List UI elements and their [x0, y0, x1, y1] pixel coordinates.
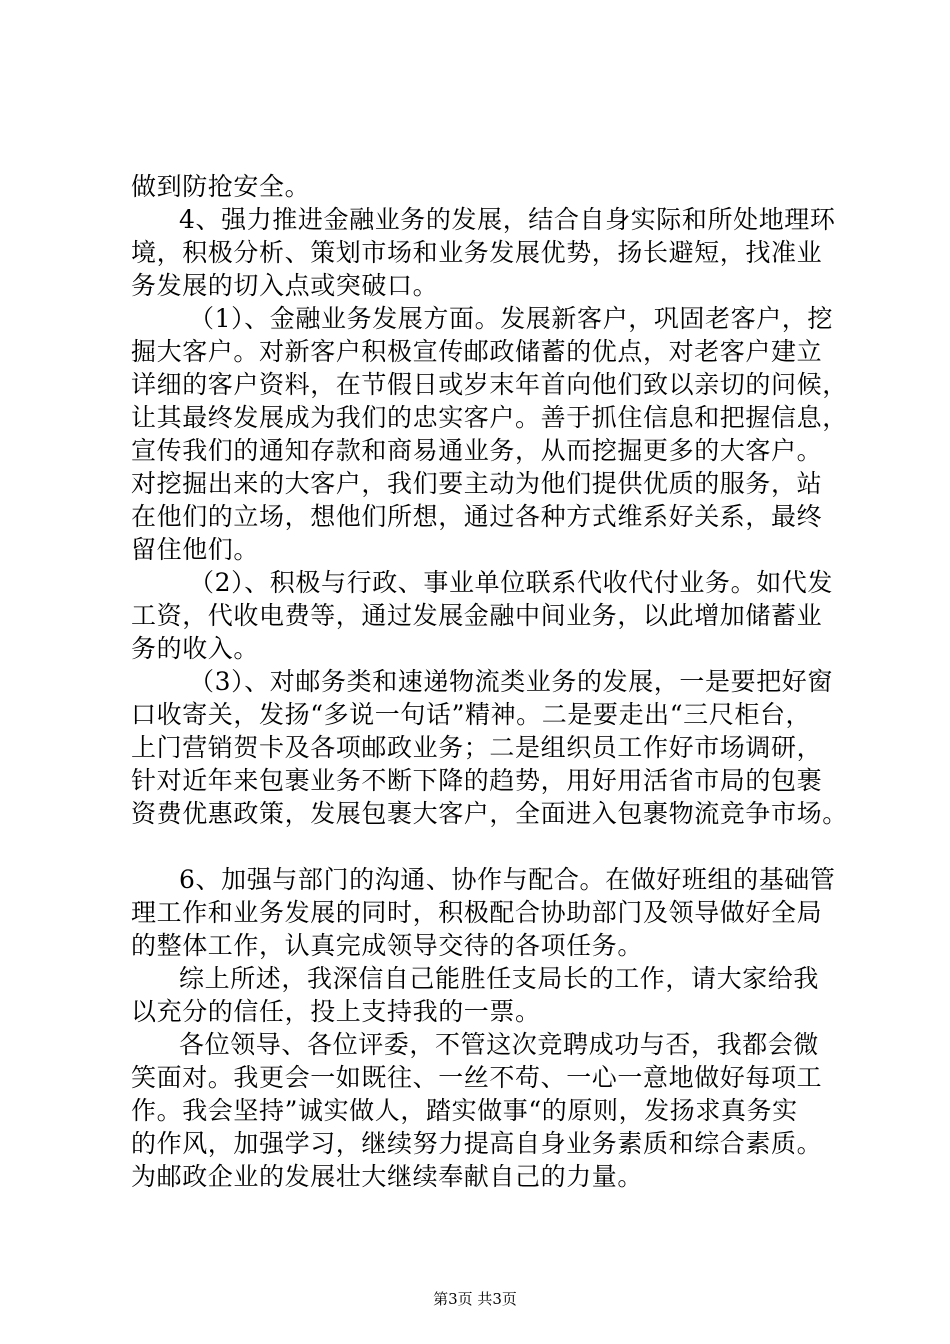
text-line: 务的收入。 [131, 634, 260, 663]
text-line: 以充分的信任，投上支持我的一票。 [131, 997, 541, 1026]
text-line: 为邮政企业的发展壮大继续奉献自己的力量。 [131, 1162, 644, 1191]
text-line: （2）、积极与行政、事业单位联系代收代付业务。如代发 [189, 568, 834, 597]
text-line: 上门营销贺卡及各项邮政业务；二是组织员工作好市场调研， [131, 733, 823, 762]
text-line: 掘大客户。对新客户积极宣传邮政储蓄的优点，对老客户建立 [131, 337, 823, 366]
text-line: 6、加强与部门的沟通、协作与配合。在做好班组的基础管 [179, 865, 836, 894]
text-line: 的作风，加强学习，继续努力提高自身业务素质和综合素质。 [131, 1129, 823, 1158]
text-line: 各位领导、各位评委，不管这次竞聘成功与否，我都会微 [179, 1030, 820, 1059]
text-line: 境，积极分析、策划市场和业务发展优势，扬长避短，找准业 [131, 238, 823, 267]
text-line: 让其最终发展成为我们的忠实客户。善于抓住信息和把握信息， [131, 403, 848, 432]
text-line: 在他们的立场，想他们所想，通过各种方式维系好关系，最终 [131, 502, 823, 531]
text-line: 详细的客户资料，在节假日或岁末年首向他们致以亲切的问候， [131, 370, 848, 399]
text-line: 作。我会坚持”诚实做人，踏实做事“的原则，发扬求真务实 [131, 1096, 798, 1125]
text-line: 宣传我们的通知存款和商易通业务，从而挖掘更多的大客户。 [131, 436, 823, 465]
text-line: 4、强力推进金融业务的发展，结合自身实际和所处地理环 [179, 205, 836, 234]
text-line: 笑面对。我更会一如既往、一丝不苟、一心一意地做好每项工 [131, 1063, 823, 1092]
text-line: 资费优惠政策，发展包裹大客户，全面进入包裹物流竞争市场。 [131, 799, 848, 828]
text-line: 理工作和业务发展的同时，积极配合协助部门及领导做好全局 [131, 898, 823, 927]
text-line: 工资，代收电费等，通过发展金融中间业务，以此增加储蓄业 [131, 601, 823, 630]
text-line: 对挖掘出来的大客户，我们要主动为他们提供优质的服务，站 [131, 469, 823, 498]
text-line: 的整体工作，认真完成领导交待的各项任务。 [131, 931, 644, 960]
text-line: 做到防抢安全。 [131, 172, 311, 201]
text-line: 务发展的切入点或突破口。 [131, 271, 439, 300]
text-line: 综上所述，我深信自己能胜任支局长的工作，请大家给我 [179, 964, 820, 993]
text-line: （1）、金融业务发展方面。发展新客户，巩固老客户，挖 [189, 304, 834, 333]
text-line: （3）、对邮务类和速递物流类业务的发展，一是要把好窗 [189, 667, 834, 696]
text-line: 口收寄关，发扬“多说一句话”精神。二是要走出“三尺柜台， [131, 700, 812, 729]
text-line: 留住他们。 [131, 535, 260, 564]
page-number-footer: 第3页 共3页 [433, 1290, 517, 1308]
text-line: 针对近年来包裹业务不断下降的趋势，用好用活省市局的包裹 [131, 766, 823, 795]
